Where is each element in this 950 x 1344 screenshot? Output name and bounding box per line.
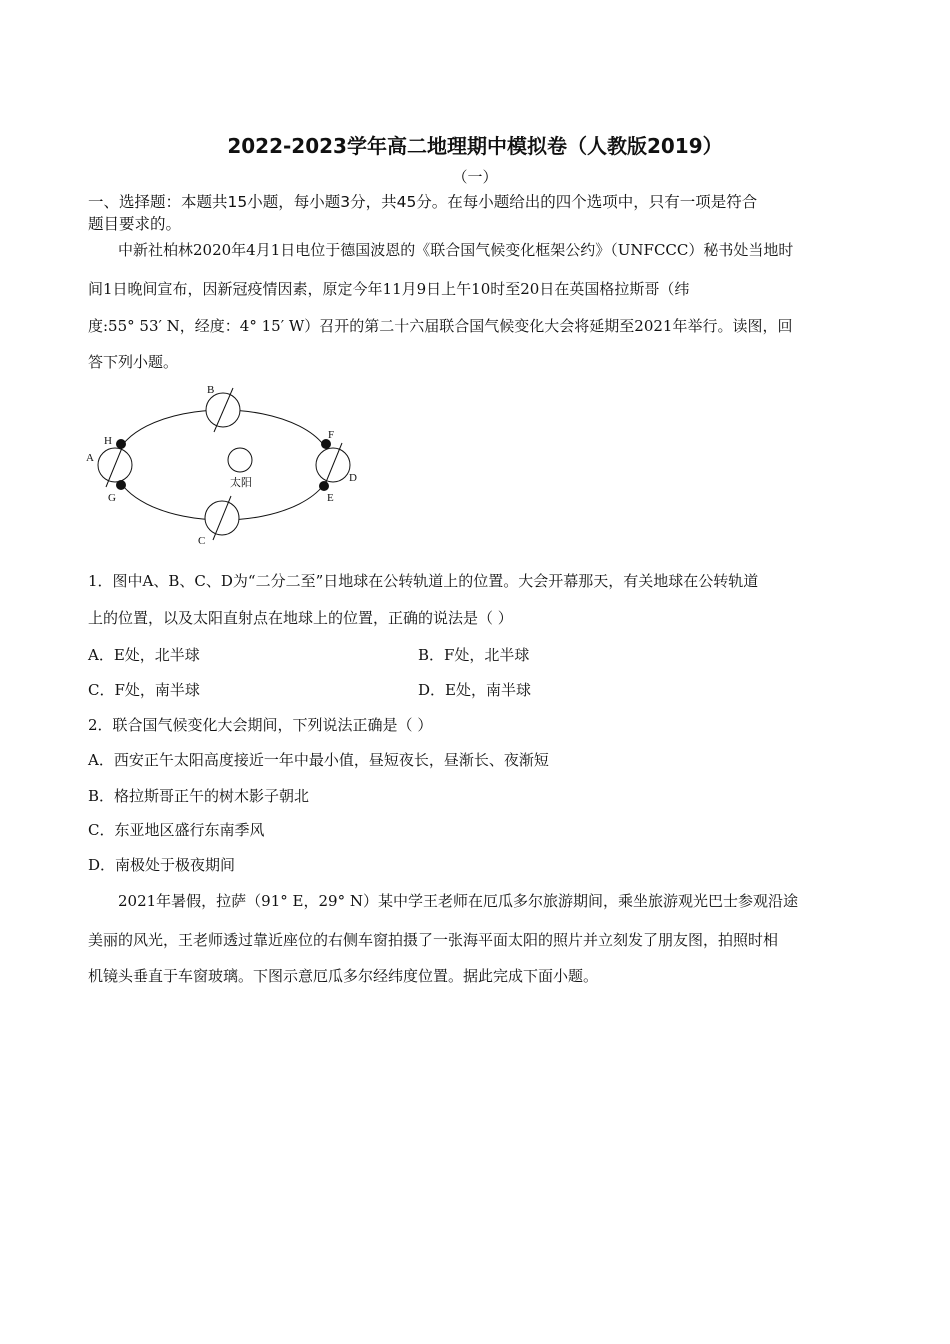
q1-option-d: D．E处，南半球 [418, 681, 531, 699]
q2-option-a: A．西安正午太阳高度接近一年中最小值，昼短夜长，昼渐长、夜渐短 [88, 751, 549, 769]
sun [228, 448, 252, 472]
label-b: B [207, 384, 215, 396]
label-e: E [327, 492, 334, 504]
earth-a [98, 443, 132, 487]
section-heading-cont: 题目要求的。 [88, 215, 182, 233]
label-f: F [328, 429, 335, 441]
label-g: G [108, 492, 116, 504]
passage1-line: 答下列小题。 [88, 353, 179, 371]
passage2-line: 2021年暑假，拉萨（91° E，29° N）某中学王老师在厄瓜多尔旅游期间，乘坐旅游观光巴士参观沿途 [118, 892, 798, 910]
page-title: 2022-2023学年高二地理期中模拟卷（人教版2019） [227, 134, 723, 158]
point-g [116, 480, 126, 490]
passage2-line: 美丽的风光，王老师透过靠近座位的右侧车窗拍摄了一张海平面太阳的照片并立刻发了朋友图，拍照时相 [88, 931, 779, 949]
label-d: D [349, 472, 357, 484]
q2-stem: 2．联合国气候变化大会期间，下列说法正确是（ ） [88, 716, 433, 734]
q2-option-c: C．东亚地区盛行东南季风 [88, 821, 265, 839]
q2-option-b: B．格拉斯哥正午的树木影子朝北 [88, 787, 310, 805]
q1-stem: 1．图中A、B、C、D为“二分二至”日地球在公转轨道上的位置。大会开幕那天，有关地球在公转轨道 [88, 572, 759, 590]
earth-d [316, 443, 350, 487]
q2-option-d: D．南极处于极夜期间 [88, 856, 236, 874]
q1-option-b: B．F处，北半球 [418, 646, 530, 664]
sun-label: 太阳 [230, 477, 252, 489]
page-subtitle: （一） [452, 168, 498, 186]
section-heading: 一、选择题：本题共15小题，每小题3分，共45分。在每小题给出的四个选项中，只有一项是符合 [88, 193, 758, 211]
passage1-line: 中新社柏林2020年4月1日电位于德国波恩的《联合国气候变化框架公约》（UNFCCC）秘书处当地时 [118, 241, 794, 259]
label-c: C [198, 535, 206, 547]
point-e [319, 481, 329, 491]
q1-option-a: A．E处，北半球 [88, 646, 200, 664]
label-h: H [104, 435, 112, 447]
label-a: A [86, 452, 94, 464]
q1-option-c: C．F处，南半球 [88, 681, 200, 699]
passage2-line: 机镜头垂直于车窗玻璃。下图示意厄瓜多尔经纬度位置。据此完成下面小题。 [88, 967, 599, 985]
earth-c [205, 496, 239, 540]
q1-stem-cont: 上的位置，以及太阳直射点在地球上的位置，正确的说法是（ ） [88, 609, 513, 627]
passage1-line: 间1日晚间宣布，因新冠疫情因素，原定今年11月9日上午10时至20日在英国格拉斯哥（纬 [88, 280, 690, 298]
passage1-line: 度:55° 53′ N，经度：4° 15′ W）召开的第二十六届联合国气候变化大会将延期至2021年举行。读图，回 [88, 317, 793, 335]
orbit-diagram [80, 375, 380, 550]
point-h [116, 439, 126, 449]
